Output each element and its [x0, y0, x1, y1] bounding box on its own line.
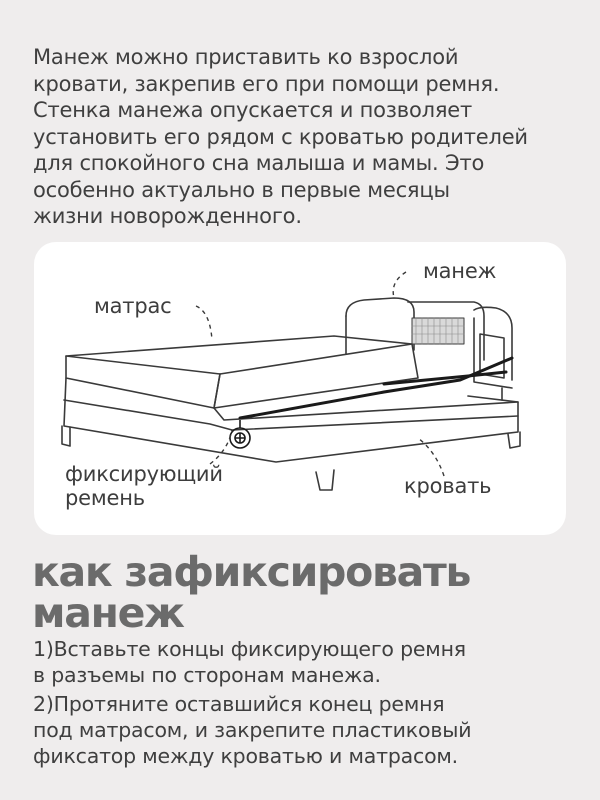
heading-line1: как зафиксировать: [32, 548, 471, 596]
strap-buckle: [230, 420, 250, 448]
heading-line2: манеж: [32, 589, 184, 637]
step-1: [33, 636, 593, 688]
step-1-line2: в разъемы по сторонам манежа.: [33, 663, 381, 687]
strap-label-line1: фиксирующий: [65, 462, 223, 486]
bed-base: [64, 400, 518, 430]
fixing-strap: [240, 358, 512, 418]
mattress-label: матрас: [94, 294, 172, 318]
playpen-label: манеж: [423, 259, 497, 283]
diagram-card: [34, 242, 566, 535]
intro-line: для спокойного сна малыша и мамы. Это: [33, 151, 485, 175]
leader-line: [196, 306, 212, 340]
bed-leg: [508, 432, 520, 448]
strap-label-line2: ремень: [65, 486, 145, 510]
intro-line: особенно актуально в первые месяцы: [33, 177, 450, 202]
step-2-line2: под матрасом, и закрепите пластиковый: [33, 718, 472, 742]
bed-base: [214, 402, 518, 420]
bed-leg: [316, 470, 334, 490]
mattress: [66, 336, 412, 374]
step-2: [33, 691, 593, 769]
intro-line: Стенка манежа опускается и позволяет: [33, 98, 473, 122]
intro-line: Манеж можно приставить ко взрослой: [33, 45, 459, 69]
section-heading: [32, 548, 592, 637]
bed-leg: [62, 426, 70, 446]
mattress: [214, 344, 418, 408]
intro-line: установить его рядом с кроватью родителей: [33, 124, 528, 149]
step-2-line3: фиксатор между кроватью и матрасом.: [33, 744, 459, 768]
playpen-frame: [346, 298, 414, 350]
intro-text: [33, 44, 588, 230]
intro-line: кровати, закрепив его при помощи ремня.: [33, 71, 500, 96]
mattress: [66, 356, 220, 408]
step-1-line1: 1)Вставьте концы фиксирующего ремня: [33, 637, 466, 661]
playpen-mesh: [412, 318, 464, 344]
intro-line: жизни новорожденного.: [33, 204, 302, 228]
leader-line: [210, 430, 232, 464]
leader-line: [393, 272, 406, 298]
step-2-line1: 2)Протяните оставшийся конец ремня: [33, 692, 445, 716]
bed-label: кровать: [404, 474, 492, 498]
